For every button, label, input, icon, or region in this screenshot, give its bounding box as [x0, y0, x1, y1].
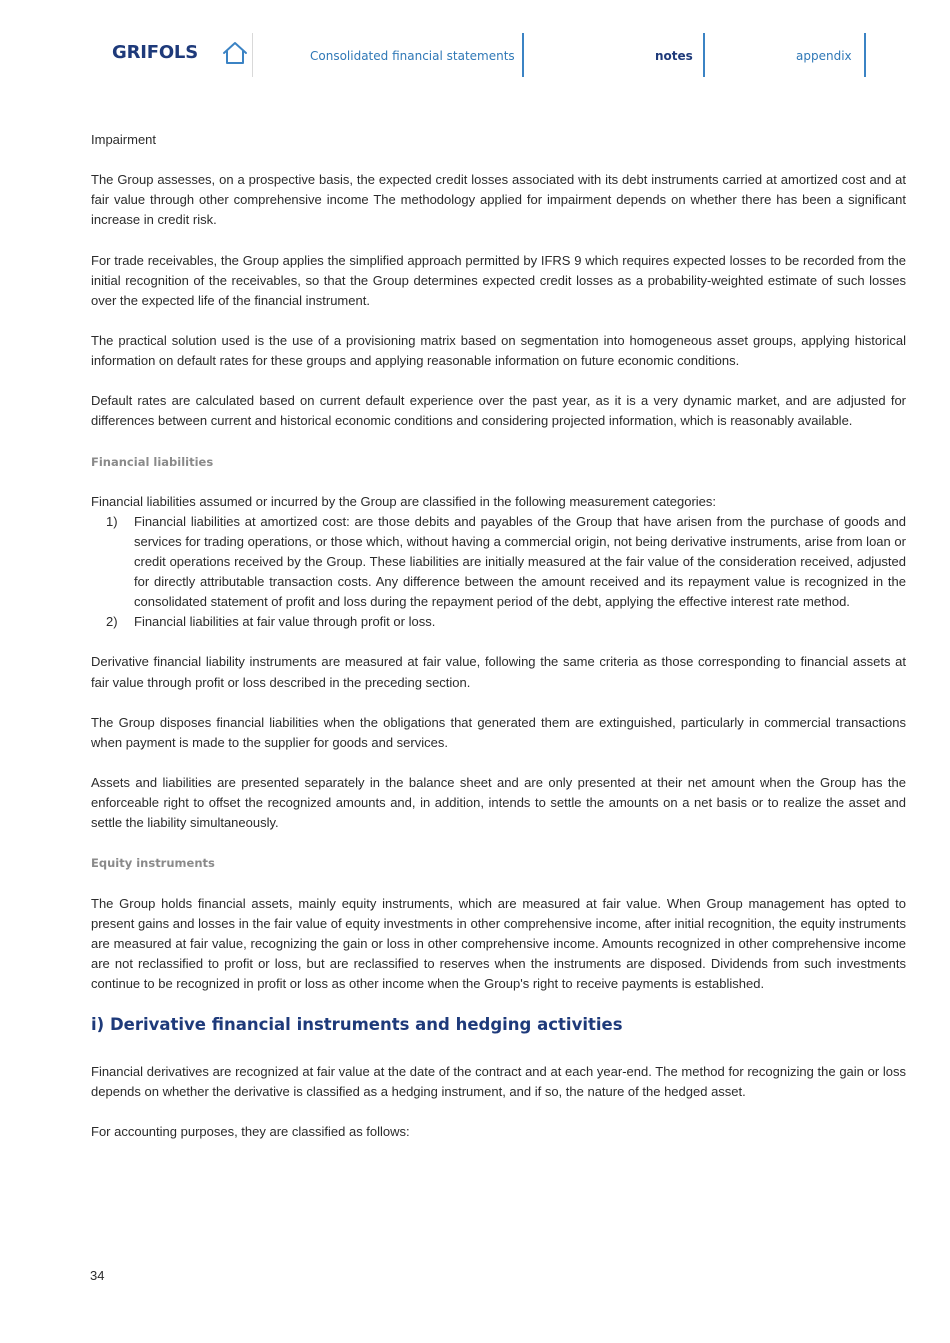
nav-notes[interactable]: notes — [655, 49, 693, 63]
header-divider — [252, 33, 253, 77]
paragraph: The practical solution used is the use of a provisioning matrix based on segmentation into homogeneous asset groups, applying historical information on default rates for these groups and applying reasonable information on future economic conditions. — [91, 332, 906, 369]
list-item — [91, 512, 906, 612]
list-item-number: 2) — [106, 614, 118, 630]
page-number: 34 — [90, 1268, 105, 1283]
paragraph: The Group holds financial assets, mainly equity instruments, which are measured at fair value. When Group management has opted to present gains and losses in the fair value of equity investments in other comprehensive income, after initial recognition, the equity instruments are measured at fair value, recognizing the gain or loss in other comprehensive income. Amounts recognized in other comprehensive income are not reclassified to profit or loss, but are reclassified to reserves when the instruments are disposed. Dividends from such investments continue to be recognized in profit or loss as other income when the Group's right to receive payments is established. — [91, 895, 906, 991]
nav-separator — [703, 33, 705, 77]
nav-separator — [864, 33, 866, 77]
list-item — [91, 612, 906, 632]
section-title: i) Derivative financial instruments and hedging activities — [91, 1015, 623, 1035]
nav-separator — [522, 33, 524, 77]
paragraph: For accounting purposes, they are classified as follows: — [91, 1124, 410, 1140]
paragraph: The Group assesses, on a prospective basis, the expected credit losses associated with its debt instruments carried at amortized cost and at fair value through other comprehensive income The methodology applied for impairment depends on whether there has been a significant increase in credit risk. — [91, 172, 906, 228]
financial-liabilities-heading: Financial liabilities — [91, 454, 214, 469]
grifols-logo[interactable]: GRIFOLS — [112, 42, 198, 63]
equity-instruments-heading: Equity instruments — [91, 856, 215, 871]
measurement-categories-list — [91, 512, 906, 633]
impairment-title: Impairment — [91, 132, 157, 147]
home-icon[interactable] — [222, 41, 248, 65]
nav-consolidated-financial-statements[interactable]: Consolidated financial statements — [310, 49, 515, 63]
list-item-text: Financial liabilities at amortized cost: are those debits and payables of the Group that have arisen from the purchase of goods and services for trading operations, or those which, without having a commercial origin, not being derivative instruments, arise from loan or credit operations received by the Group. These liabilities are initially measured at the fair value of the consideration received, adjusted for directly attributable transaction costs. Any difference between the amount received and its repayment value is recognized in the consolidated statement of profit and loss during the repayment period of the debt, applying the effective interest rate method. — [134, 513, 906, 610]
page-header — [0, 0, 950, 100]
page-content — [91, 130, 906, 1163]
paragraph: Derivative financial liability instruments are measured at fair value, following the same criteria as those corresponding to financial assets at fair value through profit or loss described in the preceding section. — [91, 654, 906, 690]
paragraph: The Group disposes financial liabilities when the obligations that generated them are extinguished, particularly in commercial transactions when payment is made to the supplier for goods and services. — [91, 714, 906, 750]
paragraph: Financial derivatives are recognized at fair value at the date of the contract and at each year-end. The method for recognizing the gain or loss depends on whether the derivative is classified as a hedging instrument, and if so, the nature of the hedged asset. — [91, 1064, 906, 1100]
list-item-number: 1) — [106, 513, 118, 529]
nav-appendix[interactable]: appendix — [796, 49, 852, 63]
paragraph: For trade receivables, the Group applies the simplified approach permitted by IFRS 9 which requires expected losses to be recorded from the initial recognition of the receivables, so that the Group determines expected credit losses as a probability-weighted estimate of such losses over the expected life of the financial instrument. — [91, 252, 906, 308]
paragraph: Default rates are calculated based on current default experience over the past year, as it is a very dynamic market, and are adjusted for differences between current and historical economic conditions and considering projected information, which is reasonably available. — [91, 393, 906, 429]
paragraph: Financial liabilities assumed or incurred by the Group are classified in the following measurement categories: — [91, 493, 717, 509]
paragraph: Assets and liabilities are presented separately in the balance sheet and are only presented at their net amount when the Group has the enforceable right to offset the recognized amounts and, in addition, intends to settle the amounts on a net basis or to realize the asset and settle the liability simultaneously. — [91, 775, 906, 831]
list-item-text: Financial liabilities at fair value through profit or loss. — [134, 614, 436, 630]
